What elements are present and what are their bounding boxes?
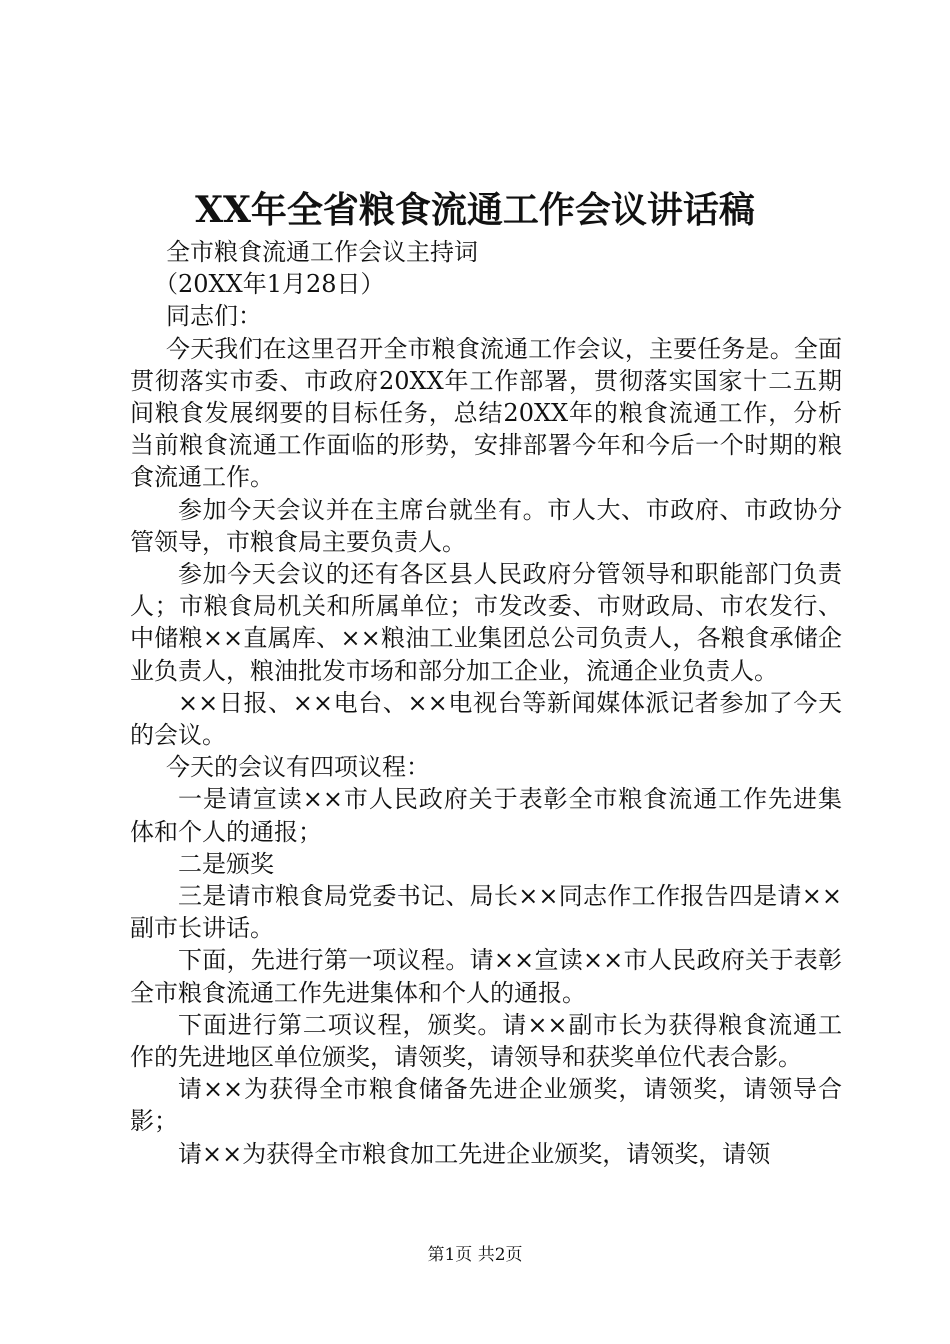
paragraph: 参加今天会议的还有各区县人民政府分管领导和职能部门负责人；市粮食局机关和所属单位；市发改委、市财政局、市农发行、中储粮××直属库、××粮油工业集团总公司负责人，各粮食承储企业负责人，粮油批发市场和部分加工企业，流通企业负责人。 bbox=[130, 560, 842, 685]
paragraph: 今天的会议有四项议程： bbox=[166, 753, 430, 782]
document-body bbox=[130, 236, 842, 1170]
page-footer: 第1页 共2页 bbox=[427, 1245, 523, 1265]
paragraph-date: （20XX年1月28日） bbox=[154, 270, 385, 299]
paragraph: 二是颁奖 bbox=[178, 849, 274, 878]
paragraph: ××日报、××电台、××电视台等新闻媒体派记者参加了今天的会议。 bbox=[130, 688, 842, 750]
paragraph: 下面进行第二项议程，颁奖。请××副市长为获得粮食流通工作的先进地区单位颁奖，请领奖，请领导和获奖单位代表合影。 bbox=[130, 1010, 842, 1072]
paragraph: 全市粮食流通工作会议主持词 bbox=[166, 238, 478, 266]
paragraph: 下面，先进行第一项议程。请××宣读××市人民政府关于表彰全市粮食流通工作先进集体和个人的通报。 bbox=[130, 946, 842, 1007]
document-title: XX年全省粮食流通工作会议讲话稿 bbox=[195, 189, 755, 231]
paragraph: 一是请宣读××市人民政府关于表彰全市粮食流通工作先进集体和个人的通报； bbox=[130, 785, 842, 846]
paragraph: 请××为获得全市粮食加工先进企业颁奖，请领奖，请领 bbox=[178, 1139, 771, 1168]
paragraph: 请××为获得全市粮食储备先进企业颁奖，请领奖，请领导合影； bbox=[130, 1075, 842, 1136]
paragraph: 三是请市粮食局党委书记、局长××同志作工作报告四是请××副市长讲话。 bbox=[130, 882, 842, 943]
paragraph-salutation: 同志们： bbox=[166, 302, 262, 331]
paragraph: 今天我们在这里召开全市粮食流通工作会议，主要任务是。全面贯彻落实市委、市政府20XX年工作部署，贯彻落实国家十二五期间粮食发展纲要的目标任务，总结20XX年的粮食流通工作，分析当前粮食流通工作面临的形势，安排部署今年和今后一个时期的粮食流通工作。 bbox=[130, 334, 842, 492]
paragraph: 参加今天会议并在主席台就坐有。市人大、市政府、市政协分管领导，市粮食局主要负责人。 bbox=[130, 495, 842, 556]
